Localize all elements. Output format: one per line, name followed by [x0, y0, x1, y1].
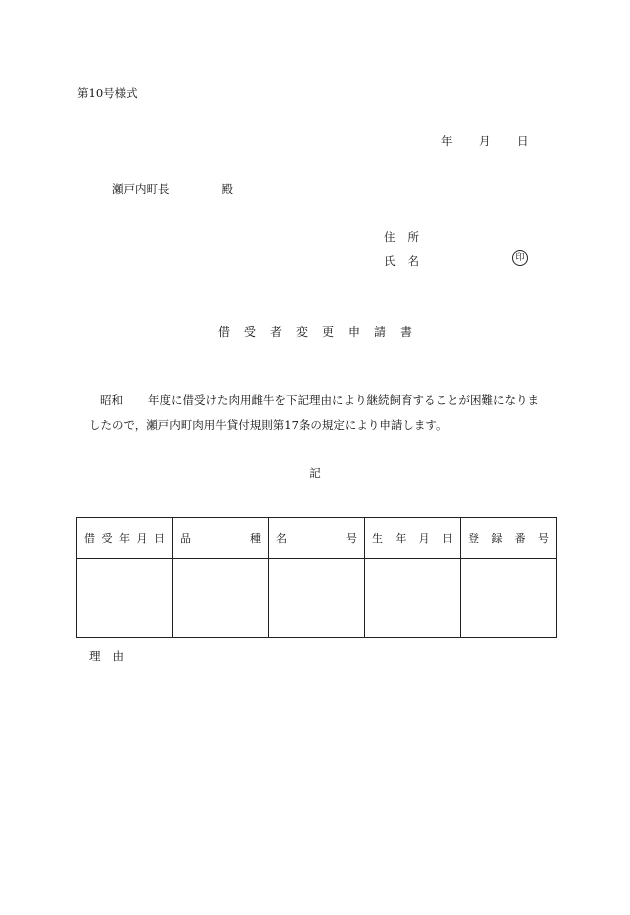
header-char: 借: [84, 532, 95, 545]
cell-name[interactable]: [269, 559, 365, 638]
date-line: [441, 133, 529, 149]
body-line-1: [100, 392, 539, 408]
header-char: 番: [514, 532, 526, 545]
date-year-label: 年: [441, 134, 453, 148]
addressee-name: 瀬戸内町長: [112, 182, 170, 196]
header-char: 年: [119, 532, 130, 545]
header-char: 日: [441, 532, 453, 545]
cell-breed[interactable]: [173, 559, 269, 638]
header-char: 年: [395, 532, 407, 545]
addressee: [112, 181, 233, 197]
header-char: 日: [154, 532, 165, 545]
header-char: 月: [136, 532, 148, 545]
cell-birth-date[interactable]: [365, 559, 461, 638]
table-header-row: [77, 518, 557, 559]
header-char: 号: [346, 532, 357, 545]
header-birth-date: [365, 518, 461, 559]
header-char: 登: [468, 532, 479, 545]
body-line-2: したので，瀬戸内町肉用牛貸付規則第17条の規定により申請します。: [89, 418, 448, 432]
form-number: 第10号様式: [77, 86, 138, 100]
date-month-label: 月: [479, 134, 491, 148]
header-char: 号: [537, 532, 549, 545]
header-name: [269, 518, 365, 559]
header-char: 品: [180, 532, 191, 545]
header-char: 受: [101, 532, 113, 545]
applicant-address-label: 住所: [384, 230, 431, 244]
header-lease-date: [77, 518, 173, 559]
header-char: 生: [372, 532, 383, 545]
date-day-label: 日: [517, 134, 529, 148]
ki-heading: 記: [309, 466, 321, 480]
addressee-honorific: 殿: [221, 182, 233, 196]
header-char: 種: [250, 532, 261, 545]
header-registration-number: [461, 518, 557, 559]
header-char: 録: [491, 532, 503, 545]
header-char: 名: [276, 532, 287, 545]
cell-lease-date[interactable]: [77, 559, 173, 638]
body-line-1-text: 年度に借受けた肉用雌牛を下記理由により継続飼育することが困難になりま: [148, 393, 539, 407]
header-breed: [173, 518, 269, 559]
info-table: [76, 517, 557, 638]
seal-mark: 印: [512, 250, 528, 266]
reason-label: 理由: [89, 649, 136, 663]
body-era: 昭和: [100, 393, 123, 407]
document-title: [0, 323, 630, 340]
applicant-name-label: 氏名: [384, 254, 431, 268]
document-title-text: 借受者変更申請書: [217, 325, 426, 339]
header-char: 月: [418, 532, 430, 545]
cell-registration-number[interactable]: [461, 559, 557, 638]
table-row: [77, 559, 557, 638]
